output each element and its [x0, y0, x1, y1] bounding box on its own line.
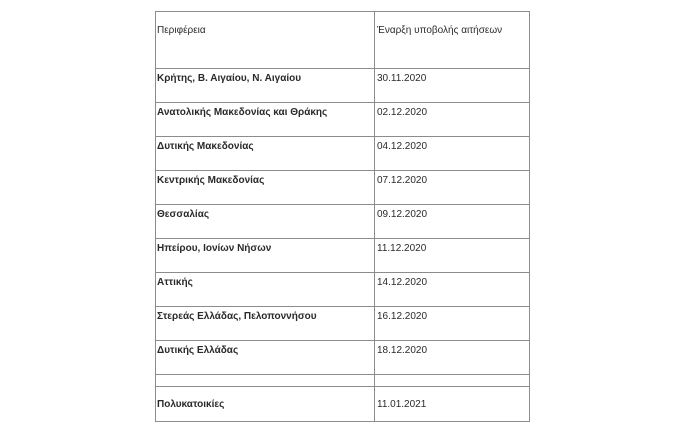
- region-cell: Θεσσαλίας: [156, 205, 375, 239]
- region-cell: Δυτικής Ελλάδας: [156, 341, 375, 375]
- region-cell: Κρήτης, Β. Αιγαίου, Ν. Αιγαίου: [156, 69, 375, 103]
- date-cell: 14.12.2020: [375, 273, 530, 307]
- region-cell: Δυτικής Μακεδονίας: [156, 137, 375, 171]
- date-cell: 04.12.2020: [375, 137, 530, 171]
- date-cell: 07.12.2020: [375, 171, 530, 205]
- schedule-table-container: [155, 11, 530, 422]
- table-row: [156, 273, 530, 307]
- spacer-cell: [375, 375, 530, 387]
- date-cell: 16.12.2020: [375, 307, 530, 341]
- table-row: [156, 103, 530, 137]
- region-cell: Αττικής: [156, 273, 375, 307]
- region-cell: Ηπείρου, Ιονίων Νήσων: [156, 239, 375, 273]
- date-cell: 18.12.2020: [375, 341, 530, 375]
- table-row: [156, 69, 530, 103]
- date-cell: 11.12.2020: [375, 239, 530, 273]
- schedule-table: [155, 11, 530, 422]
- region-cell: Πολυκατοικίες: [156, 387, 375, 422]
- region-cell: Κεντρικής Μακεδονίας: [156, 171, 375, 205]
- region-cell: Ανατολικής Μακεδονίας και Θράκης: [156, 103, 375, 137]
- table-row: [156, 171, 530, 205]
- date-cell: 11.01.2021: [375, 387, 530, 422]
- date-cell: 02.12.2020: [375, 103, 530, 137]
- table-header-row: [156, 12, 530, 69]
- region-cell: Στερεάς Ελλάδας, Πελοποννήσου: [156, 307, 375, 341]
- table-row: [156, 239, 530, 273]
- table-row: [156, 307, 530, 341]
- table-spacer-row: [156, 375, 530, 387]
- table-row: [156, 205, 530, 239]
- table-row: [156, 137, 530, 171]
- date-cell: 09.12.2020: [375, 205, 530, 239]
- table-row: [156, 341, 530, 375]
- header-region: Περιφέρεια: [156, 12, 375, 69]
- header-start-date: Έναρξη υποβολής αιτήσεων: [375, 12, 530, 69]
- spacer-cell: [156, 375, 375, 387]
- date-cell: 30.11.2020: [375, 69, 530, 103]
- table-row: [156, 387, 530, 422]
